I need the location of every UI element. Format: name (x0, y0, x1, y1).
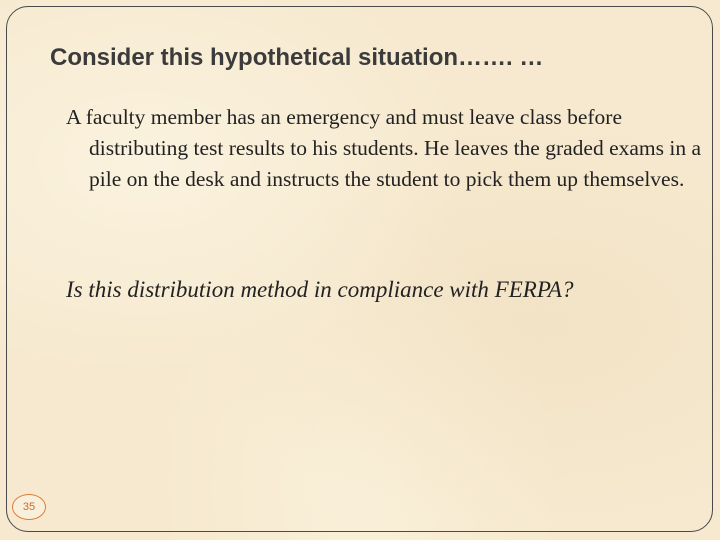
slide-title: Consider this hypothetical situation……. … (50, 44, 544, 71)
slide-number-badge: 35 (12, 494, 46, 520)
scenario-paragraph: A faculty member has an emergency and must leave class before distributing test results to his students. He leaves the graded exams in a pile on the desk and instructs the student to pick them up themselves. (66, 105, 702, 191)
question-paragraph: Is this distribution method in compliance with FERPA? (66, 277, 574, 302)
slide-frame (6, 6, 713, 532)
